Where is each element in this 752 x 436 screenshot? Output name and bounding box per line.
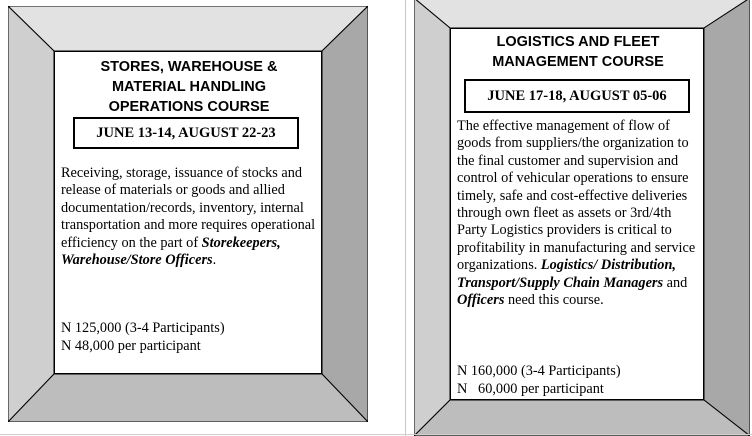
right-course-title: [451, 32, 704, 72]
right-audience-text-1: Logistics/ Distribution, Transport/Supply Chain Managers: [457, 257, 676, 291]
left-title-line-3: OPERATIONS COURSE: [108, 99, 270, 115]
left-audience-text: Storekeepers, Warehouse/Store Officers: [61, 234, 281, 269]
page-bottom-line: [0, 434, 752, 435]
left-title-line-2: MATERIAL HANDLING: [111, 79, 267, 95]
left-course-title: [55, 57, 322, 117]
right-audience-and: and: [663, 274, 688, 291]
right-course-frame: [414, 0, 750, 436]
left-course-description: [61, 165, 319, 269]
column-divider: [405, 0, 406, 436]
left-title-line-1: STORES, WAREHOUSE &: [100, 59, 278, 75]
left-course-frame: [8, 6, 368, 422]
right-title-line-2: MANAGEMENT COURSE: [492, 54, 664, 70]
right-audience-end: need this course.: [504, 292, 604, 309]
right-course-description: [457, 118, 703, 309]
left-course-dates: JUNE 13-14, AUGUST 22-23: [73, 117, 299, 149]
right-course-dates: JUNE 17-18, AUGUST 05-06: [464, 79, 690, 113]
left-price-single: N 48,000 per participant: [61, 338, 201, 354]
left-audience-end: .: [212, 252, 217, 269]
left-course-panel: [54, 51, 322, 374]
right-course-panel: [450, 28, 704, 400]
right-title-line-1: LOGISTICS AND FLEET: [496, 34, 660, 50]
left-price-group: N 125,000 (3-4 Participants): [61, 320, 225, 336]
left-description-text: Receiving, storage, issuance of stocks and release of materials or goods and allied documentation/records, inventory, internal transportation and more requires operational efficiency on the part of: [61, 165, 316, 251]
right-price-group: N 160,000 (3-4 Participants): [457, 363, 621, 379]
right-description-text: The effective management of flow of goods from suppliers/the organization to the final customer and supervision and control of vehicular operations to ensure timely, safe and cost-effective deliveries through own fleet as assets or 3rd/4th Party Logistics providers is critical to profitability in manufacturing and service organizations.: [457, 118, 696, 274]
right-price-single: N 60,000 per participant: [457, 381, 604, 397]
right-audience-text-2: Officers: [457, 292, 505, 309]
